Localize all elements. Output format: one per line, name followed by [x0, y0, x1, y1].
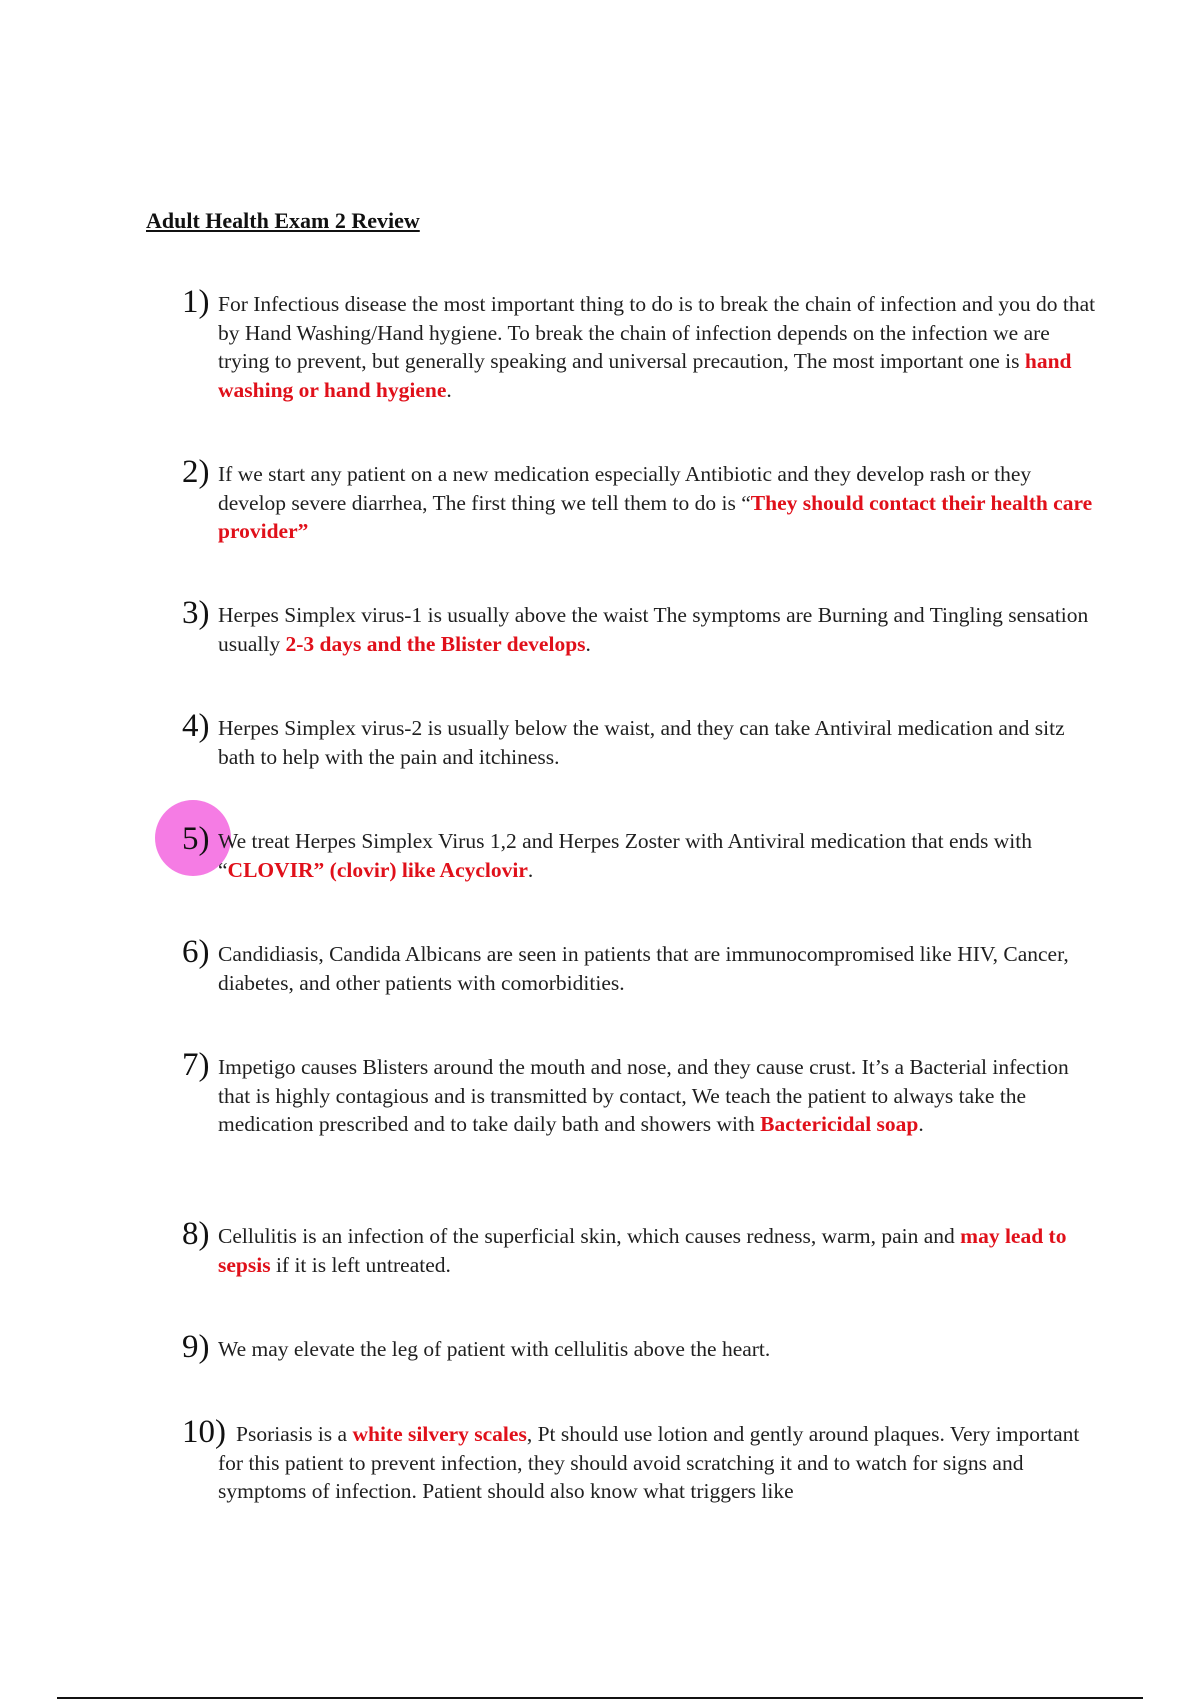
item-number: 7) [182, 1047, 210, 1083]
item-number: 8) [182, 1216, 210, 1252]
item-number: 9) [182, 1329, 210, 1365]
page-title: Adult Health Exam 2 Review [146, 208, 420, 233]
item-number: 2) [182, 454, 210, 490]
item-number: 10) [182, 1414, 226, 1450]
list-item: 8) Cellulitis is an infection of the superficial skin, which causes redness, warm, pain and may lead to sepsis if it is left untreated. [182, 1216, 1067, 1277]
list-item: 1) For Infectious disease the most important thing to do is to break the chain of infection and you do that by Hand Washing/Hand hygiene. To break the chain of infection depends on the infection we are trying to prevent, but generally speaking and universal precaution, The most important one is hand washing or hand hygiene. [182, 284, 1096, 402]
list-item: 3) Herpes Simplex virus-1 is usually above the waist The symptoms are Burning and Tingling sensation usually 2-3 days and the Blister develops. [182, 595, 1089, 656]
item-number: 1) [182, 284, 210, 320]
list-item: 9) We may elevate the leg of patient with cellulitis above the heart. [182, 1329, 771, 1365]
list-item: 10) Psoriasis is a white silvery scales, Pt should use lotion and gently around plaques. Very important for this patient to prevent infection, they should avoid scratching it and to watch for signs and symptoms of infection. Patient should also know what triggers like [182, 1414, 1080, 1503]
list-item: 4) Herpes Simplex virus-2 is usually below the waist, and they can take Antiviral medication and sitz bath to help with the pain and itchiness. [182, 708, 1065, 769]
bottom-rule [57, 1697, 1143, 1699]
list-item: 2) If we start any patient on a new medication especially Antibiotic and they develop rash or they develop severe diarrhea, The first thing we tell them to do is “They should contact their health care provider” [182, 454, 1093, 543]
list-item: 6) Candidiasis, Candida Albicans are seen in patients that are immunocompromised like HIV, Cancer, diabetes, and other patients with comorbidities. [182, 934, 1069, 995]
item-number: 4) [182, 708, 210, 744]
list-item: 7) Impetigo causes Blisters around the mouth and nose, and they cause crust. It’s a Bacterial infection that is highly contagious and is transmitted by contact, We teach the patient to always take the medication prescribed and to take daily bath and showers with Bactericidal soap. [182, 1047, 1069, 1136]
item-number: 6) [182, 934, 210, 970]
list-item: 5) We treat Herpes Simplex Virus 1,2 and Herpes Zoster with Antiviral medication that ends with “CLOVIR” (clovir) like Acyclovir. [182, 821, 1032, 882]
item-number: 3) [182, 595, 210, 631]
item-number: 5) [182, 821, 210, 857]
